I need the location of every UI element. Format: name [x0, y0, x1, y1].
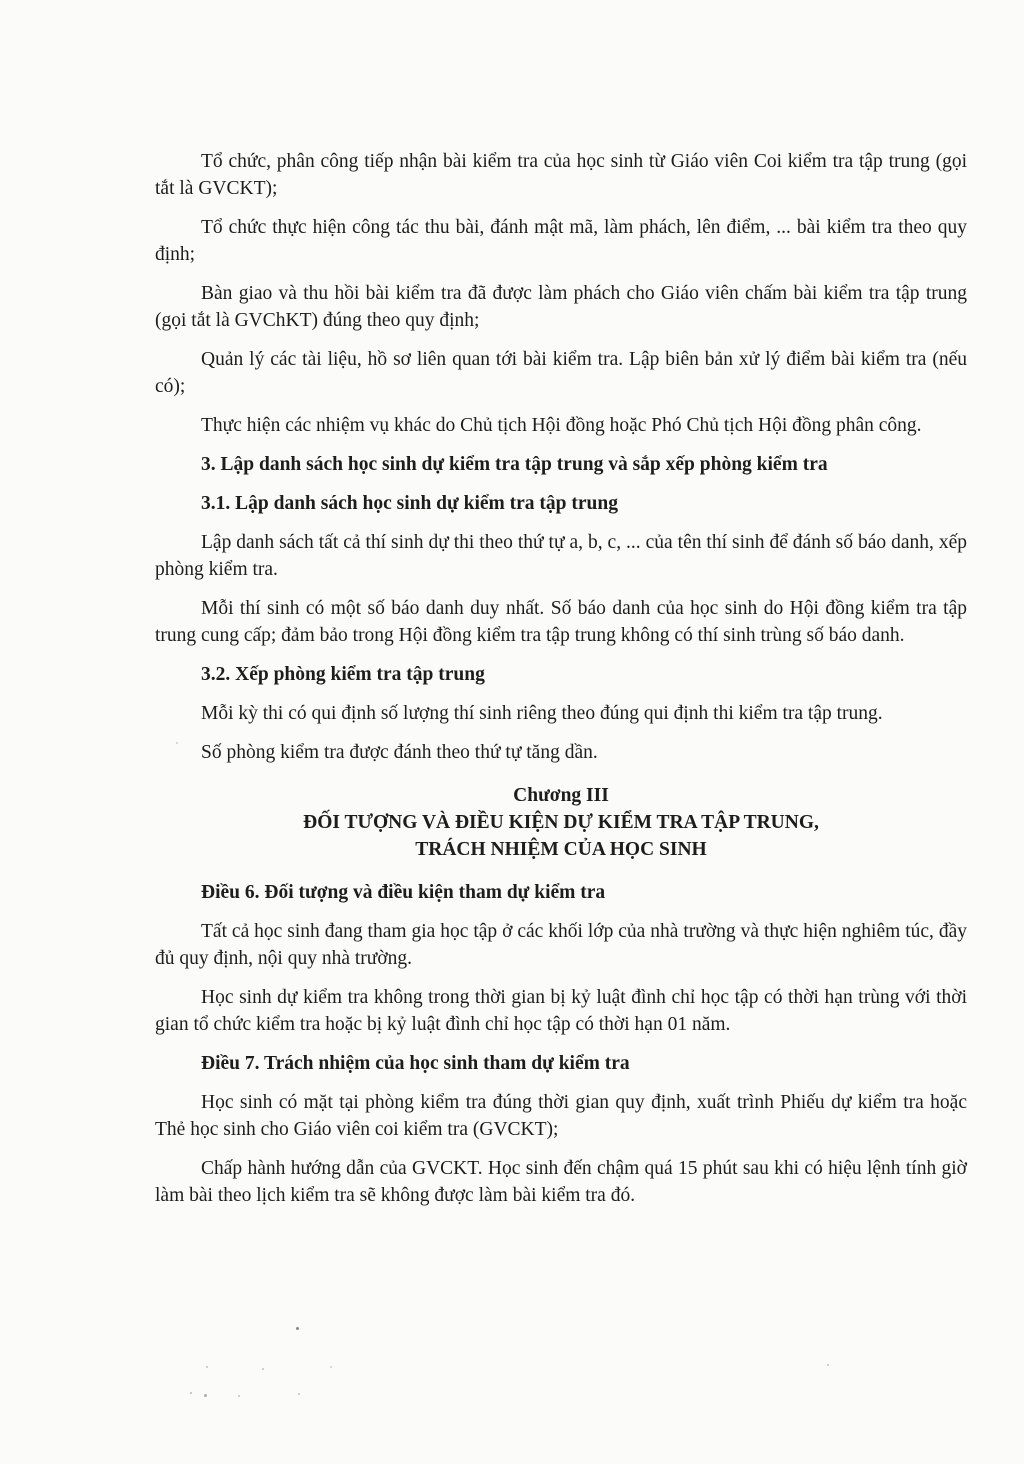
paragraph: Chấp hành hướng dẫn của GVCKT. Học sinh đến chậm quá 15 phút sau khi có hiệu lệnh tính giờ làm bài theo lịch kiểm tra sẽ không được làm bài kiểm tra đó.	[155, 1158, 967, 1206]
paragraph: Tổ chức, phân công tiếp nhận bài kiểm tra của học sinh từ Giáo viên Coi kiểm tra tập trung (gọi tắt là GVCKT);	[155, 151, 967, 199]
paragraph: Tất cả học sinh đang tham gia học tập ở các khối lớp của nhà trường và thực hiện nghiêm túc, đầy đủ quy định, nội quy nhà trường.	[155, 921, 967, 969]
paragraph: Học sinh có mặt tại phòng kiểm tra đúng thời gian quy định, xuất trình Phiếu dự kiểm tra hoặc Thẻ học sinh cho Giáo viên coi kiểm tra (GVCKT);	[155, 1092, 967, 1140]
scan-speck	[296, 1327, 299, 1330]
chapter-title	[155, 782, 967, 863]
scan-speck	[176, 742, 178, 744]
paragraph: Quản lý các tài liệu, hồ sơ liên quan tới bài kiểm tra. Lập biên bản xử lý điểm bài kiểm tra (nếu có);	[155, 349, 967, 397]
scan-speck	[238, 1395, 240, 1397]
chapter-number: Chương III	[513, 785, 609, 806]
paragraph: Thực hiện các nhiệm vụ khác do Chủ tịch Hội đồng hoặc Phó Chủ tịch Hội đồng phân công.	[201, 415, 922, 436]
chapter-heading-line: TRÁCH NHIỆM CỦA HỌC SINH	[415, 839, 707, 860]
paragraph: Bàn giao và thu hồi bài kiểm tra đã được làm phách cho Giáo viên chấm bài kiểm tra tập trung (gọi tắt là GVChKT) đúng theo quy định;	[155, 283, 967, 331]
article-heading: Điều 7. Trách nhiệm của học sinh tham dự kiểm tra	[201, 1053, 630, 1074]
scan-speck	[190, 1392, 192, 1394]
paragraph: Học sinh dự kiểm tra không trong thời gian bị kỷ luật đình chỉ học tập có thời hạn trùng với thời gian tổ chức kiểm tra hoặc bị kỷ luật đình chỉ học tập có thời hạn 01 năm.	[155, 987, 967, 1035]
chapter-heading-line: ĐỐI TƯỢNG VÀ ĐIỀU KIỆN DỰ KIỂM TRA TẬP TRUNG,	[303, 812, 819, 833]
scan-speck	[827, 1364, 829, 1366]
paragraph: Tổ chức thực hiện công tác thu bài, đánh mật mã, làm phách, lên điểm, ... bài kiểm tra theo quy định;	[155, 217, 967, 265]
paragraph: Mỗi thí sinh có một số báo danh duy nhất. Số báo danh của học sinh do Hội đồng kiểm tra tập trung cung cấp; đảm bảo trong Hội đồng kiểm tra tập trung không có thí sinh trùng số báo danh.	[155, 598, 967, 646]
scan-speck	[298, 1393, 300, 1395]
section-heading: 3. Lập danh sách học sinh dự kiểm tra tập trung và sắp xếp phòng kiểm tra	[201, 454, 828, 475]
paragraph: Mỗi kỳ thi có qui định số lượng thí sinh riêng theo đúng qui định thi kiểm tra tập trung.	[201, 703, 883, 724]
paragraph: Số phòng kiểm tra được đánh theo thứ tự tăng dần.	[201, 742, 598, 763]
scan-speck	[204, 1394, 207, 1397]
article-heading: Điều 6. Đối tượng và điều kiện tham dự kiểm tra	[201, 882, 606, 903]
subsection-heading: 3.1. Lập danh sách học sinh dự kiểm tra tập trung	[201, 493, 618, 514]
subsection-heading: 3.2. Xếp phòng kiểm tra tập trung	[201, 664, 485, 685]
scan-speck	[330, 1366, 332, 1368]
document-body	[155, 148, 967, 1221]
scan-speck	[262, 1368, 264, 1370]
paragraph: Lập danh sách tất cả thí sinh dự thi theo thứ tự a, b, c, ... của tên thí sinh để đánh số báo danh, xếp phòng kiểm tra.	[155, 532, 967, 580]
scan-speck	[206, 1366, 208, 1368]
